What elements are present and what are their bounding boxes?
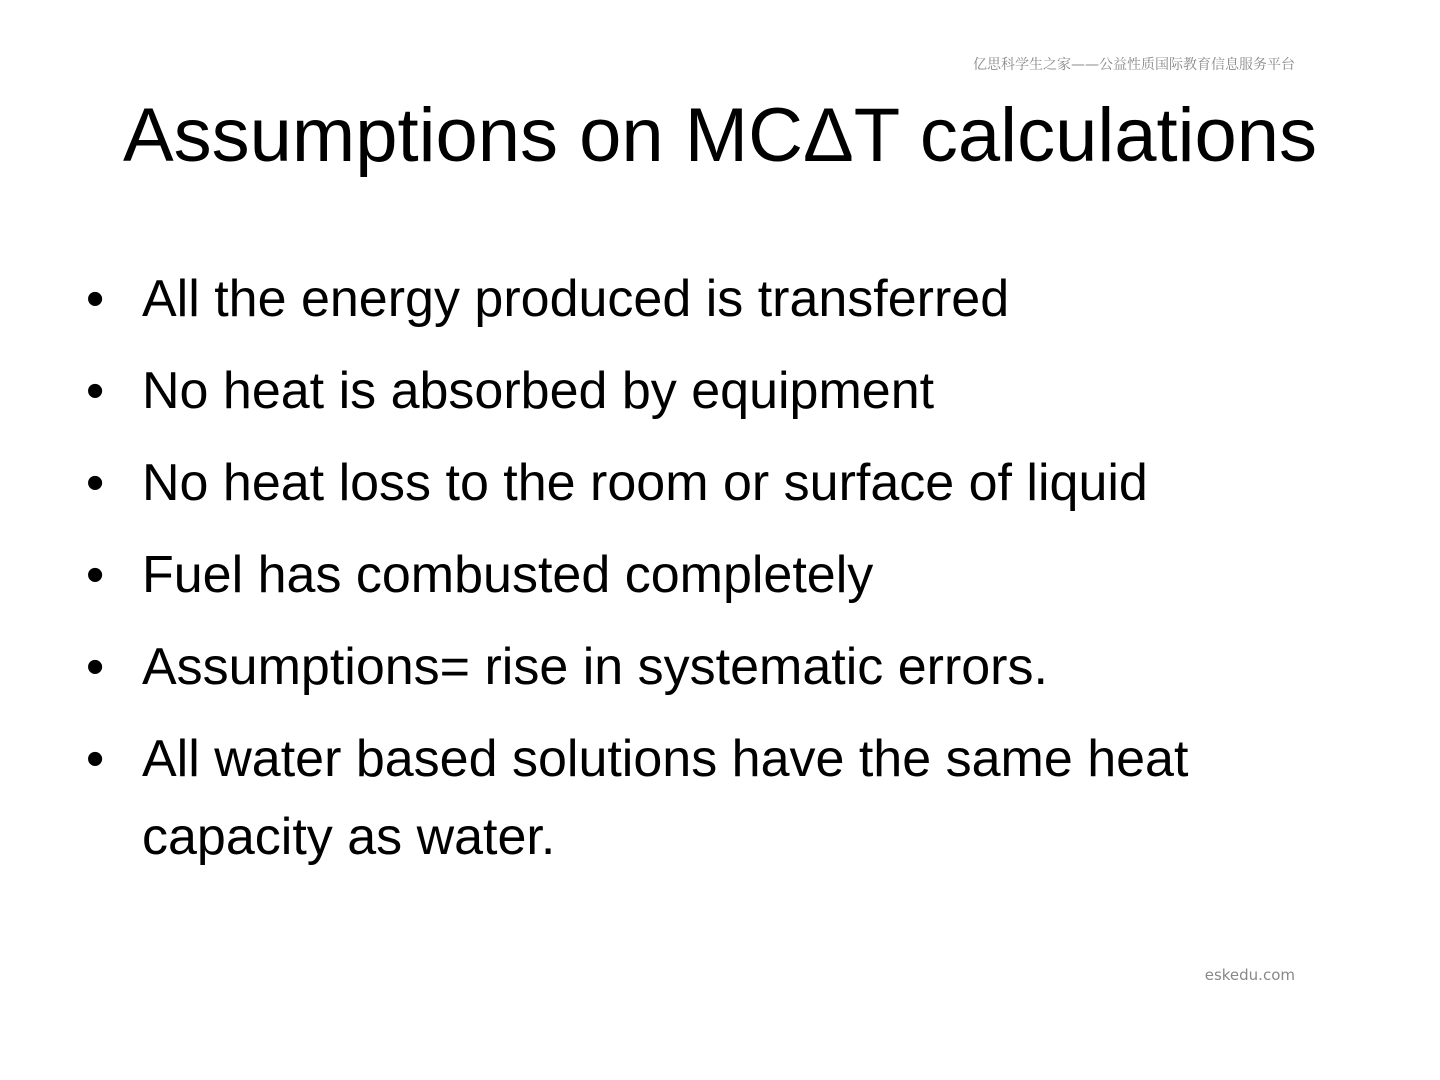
- bullet-list: [86, 260, 1346, 890]
- bullet-icon: •: [86, 730, 105, 788]
- bullet-text: Fuel has combusted completely: [142, 546, 874, 604]
- bullet-text: No heat loss to the room or surface of liquid: [142, 454, 1148, 512]
- header-watermark-text: 亿思科学生之家——公益性质国际教育信息服务平台: [973, 57, 1295, 73]
- slide-title: Assumptions on MCΔT calculations: [122, 93, 1318, 178]
- bullet-text: All water based solutions have the same heat capacity as water.: [142, 730, 1189, 866]
- bullet-icon: •: [86, 454, 105, 512]
- bullet-text: No heat is absorbed by equipment: [142, 362, 935, 420]
- bullet-icon: •: [86, 270, 105, 328]
- bullet-item: [86, 352, 1346, 430]
- bullet-item: [86, 260, 1346, 338]
- bullet-text: All the energy produced is transferred: [142, 270, 1010, 328]
- bullet-item: [86, 628, 1346, 706]
- bullet-icon: •: [86, 362, 105, 420]
- bullet-item: [86, 536, 1346, 614]
- footer-watermark-text: eskedu.com: [1204, 966, 1295, 984]
- bullet-icon: •: [86, 638, 105, 696]
- bullet-icon: •: [86, 546, 105, 604]
- bullet-item: [86, 720, 1346, 876]
- bullet-item: [86, 444, 1346, 522]
- bullet-text: Assumptions= rise in systematic errors.: [142, 638, 1048, 696]
